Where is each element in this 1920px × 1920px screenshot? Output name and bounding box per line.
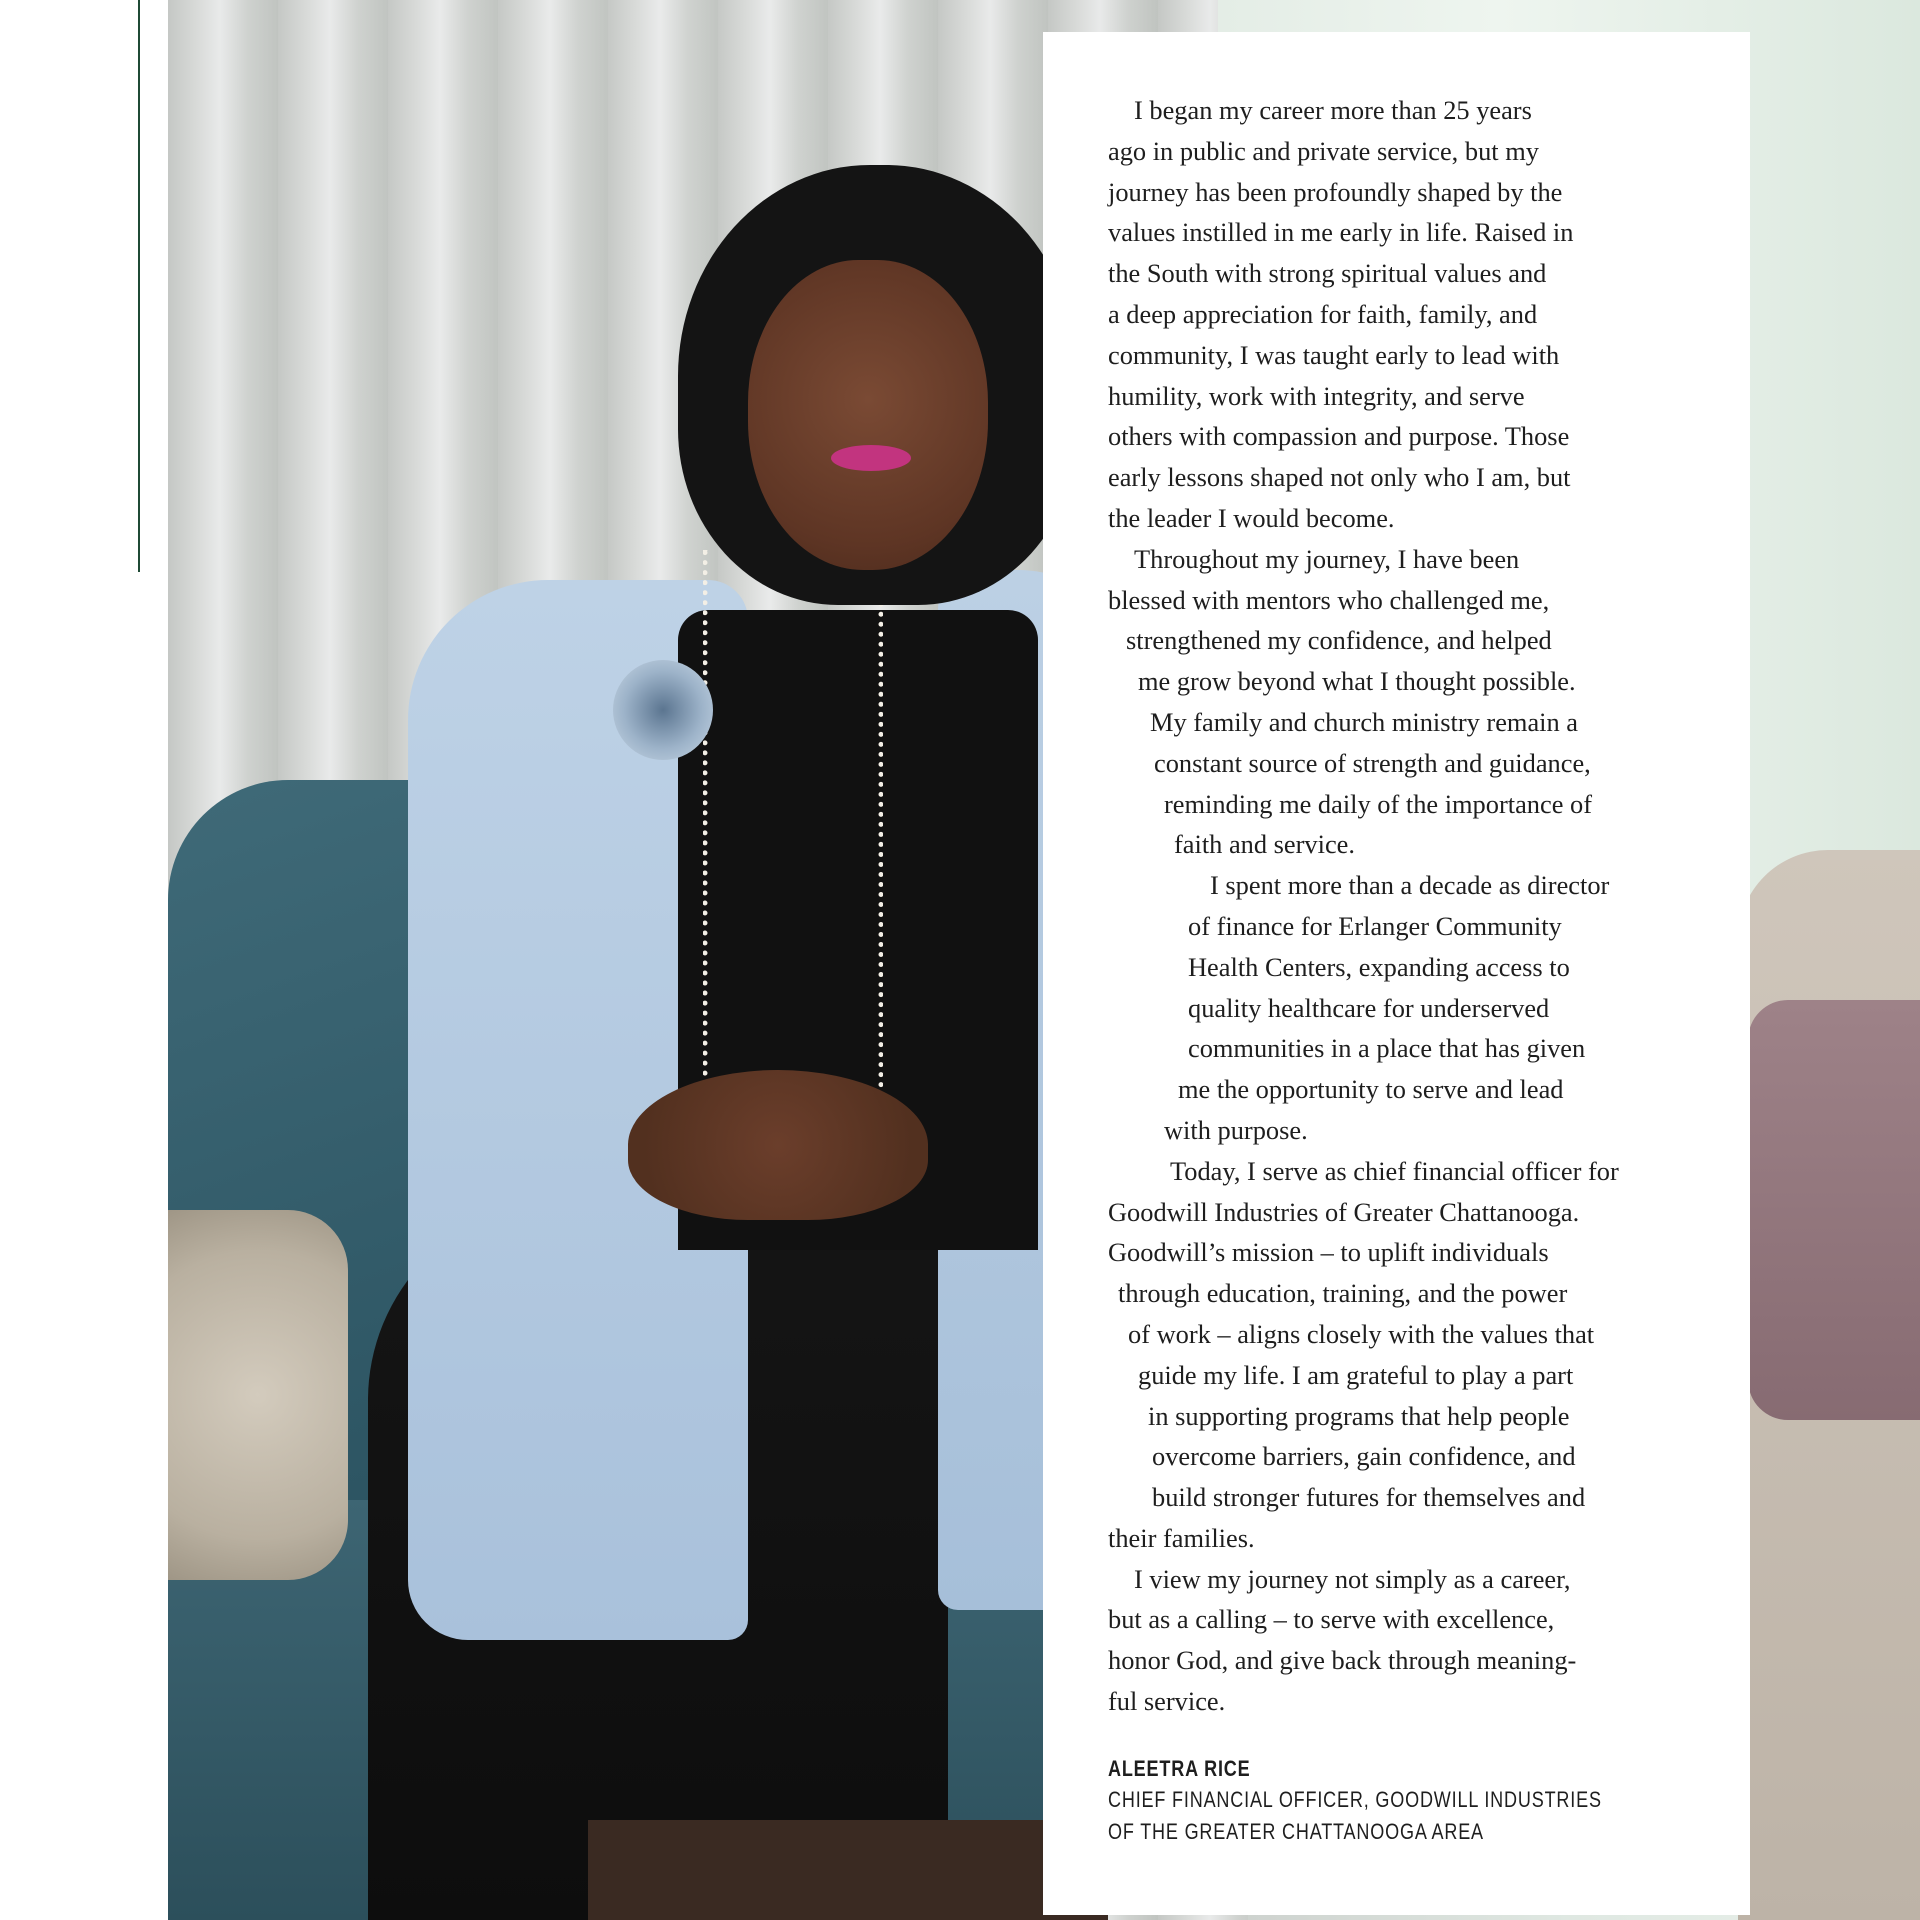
article-line: but as a calling – to serve with excellence,	[1108, 1604, 1555, 1635]
article-line: Goodwill Industries of Greater Chattanooga.	[1108, 1196, 1580, 1227]
article-line: in supporting programs that help people	[1148, 1400, 1570, 1431]
article-line: values instilled in me early in life. Raised in	[1108, 217, 1574, 248]
article-line: of work – aligns closely with the values that	[1128, 1318, 1595, 1349]
article-line: reminding me daily of the importance of	[1164, 788, 1592, 819]
author-title-line-1: CHIEF FINANCIAL OFFICER, GOODWILL INDUSTRIES	[1108, 1787, 1602, 1812]
article-line: quality healthcare for underserved	[1188, 992, 1550, 1023]
section-label	[0, 0, 168, 1920]
article-line: honor God, and give back through meaning-	[1108, 1645, 1577, 1676]
article-line: journey has been profoundly shaped by the	[1108, 176, 1563, 207]
article-line: build stronger futures for themselves and	[1152, 1482, 1586, 1513]
article-line: Health Centers, expanding access to	[1188, 951, 1570, 982]
hands	[628, 1070, 928, 1220]
article-line: I spent more than a decade as director	[1210, 870, 1610, 901]
article-line: Throughout my journey, I have been	[1134, 543, 1520, 574]
article-line: a deep appreciation for faith, family, and	[1108, 298, 1538, 329]
article-line: the South with strong spiritual values and	[1108, 258, 1547, 289]
article-line: My family and church ministry remain a	[1150, 706, 1578, 737]
article-line: humility, work with integrity, and serve	[1108, 380, 1525, 411]
byline	[1108, 1754, 1708, 1848]
article-line: me the opportunity to serve and lead	[1178, 1074, 1564, 1105]
article-line: communities in a place that has given	[1188, 1033, 1586, 1064]
article-line: I view my journey not simply as a career,	[1134, 1563, 1571, 1594]
article-line: with purpose.	[1164, 1114, 1308, 1145]
article-line: constant source of strength and guidance,	[1154, 747, 1591, 778]
article-line: Today, I serve as chief financial officer for	[1170, 1155, 1619, 1186]
article-line: of finance for Erlanger Community	[1188, 910, 1562, 941]
sofa-cushion	[1748, 1000, 1920, 1420]
table-edge	[588, 1820, 1108, 1920]
article-line: ful service.	[1108, 1686, 1226, 1717]
seated-person	[278, 140, 1158, 1920]
article-line: blessed with mentors who challenged me,	[1108, 584, 1550, 615]
lips	[831, 445, 911, 471]
article-line: ago in public and private service, but my	[1108, 135, 1539, 166]
article-body	[1108, 90, 1708, 1722]
article-line: their families.	[1108, 1522, 1255, 1553]
author-title-line-2: OF THE GREATER CHATTANOOGA AREA	[1108, 1819, 1484, 1844]
article-line: Goodwill’s mission – to uplift individuals	[1108, 1237, 1549, 1268]
face	[748, 260, 988, 570]
article-line: overcome barriers, gain confidence, and	[1152, 1441, 1576, 1472]
article-line: the leader I would become.	[1108, 502, 1395, 533]
article-line: through education, training, and the power	[1118, 1278, 1568, 1309]
article-line: I began my career more than 25 years	[1134, 95, 1532, 125]
article-line: others with compassion and purpose. Those	[1108, 421, 1570, 452]
article-line: guide my life. I am grateful to play a part	[1138, 1359, 1574, 1390]
article-line: early lessons shaped not only who I am, but	[1108, 462, 1571, 493]
article-line: faith and service.	[1174, 829, 1355, 860]
article-line: strengthened my confidence, and helped	[1126, 625, 1552, 656]
section-divider	[138, 0, 140, 572]
author-name: ALEETRA RICE	[1108, 1756, 1251, 1781]
flower-brooch	[613, 660, 713, 760]
article-panel	[1043, 32, 1750, 1915]
article-line: community, I was taught early to lead with	[1108, 339, 1560, 370]
article-line: me grow beyond what I thought possible.	[1138, 666, 1576, 697]
